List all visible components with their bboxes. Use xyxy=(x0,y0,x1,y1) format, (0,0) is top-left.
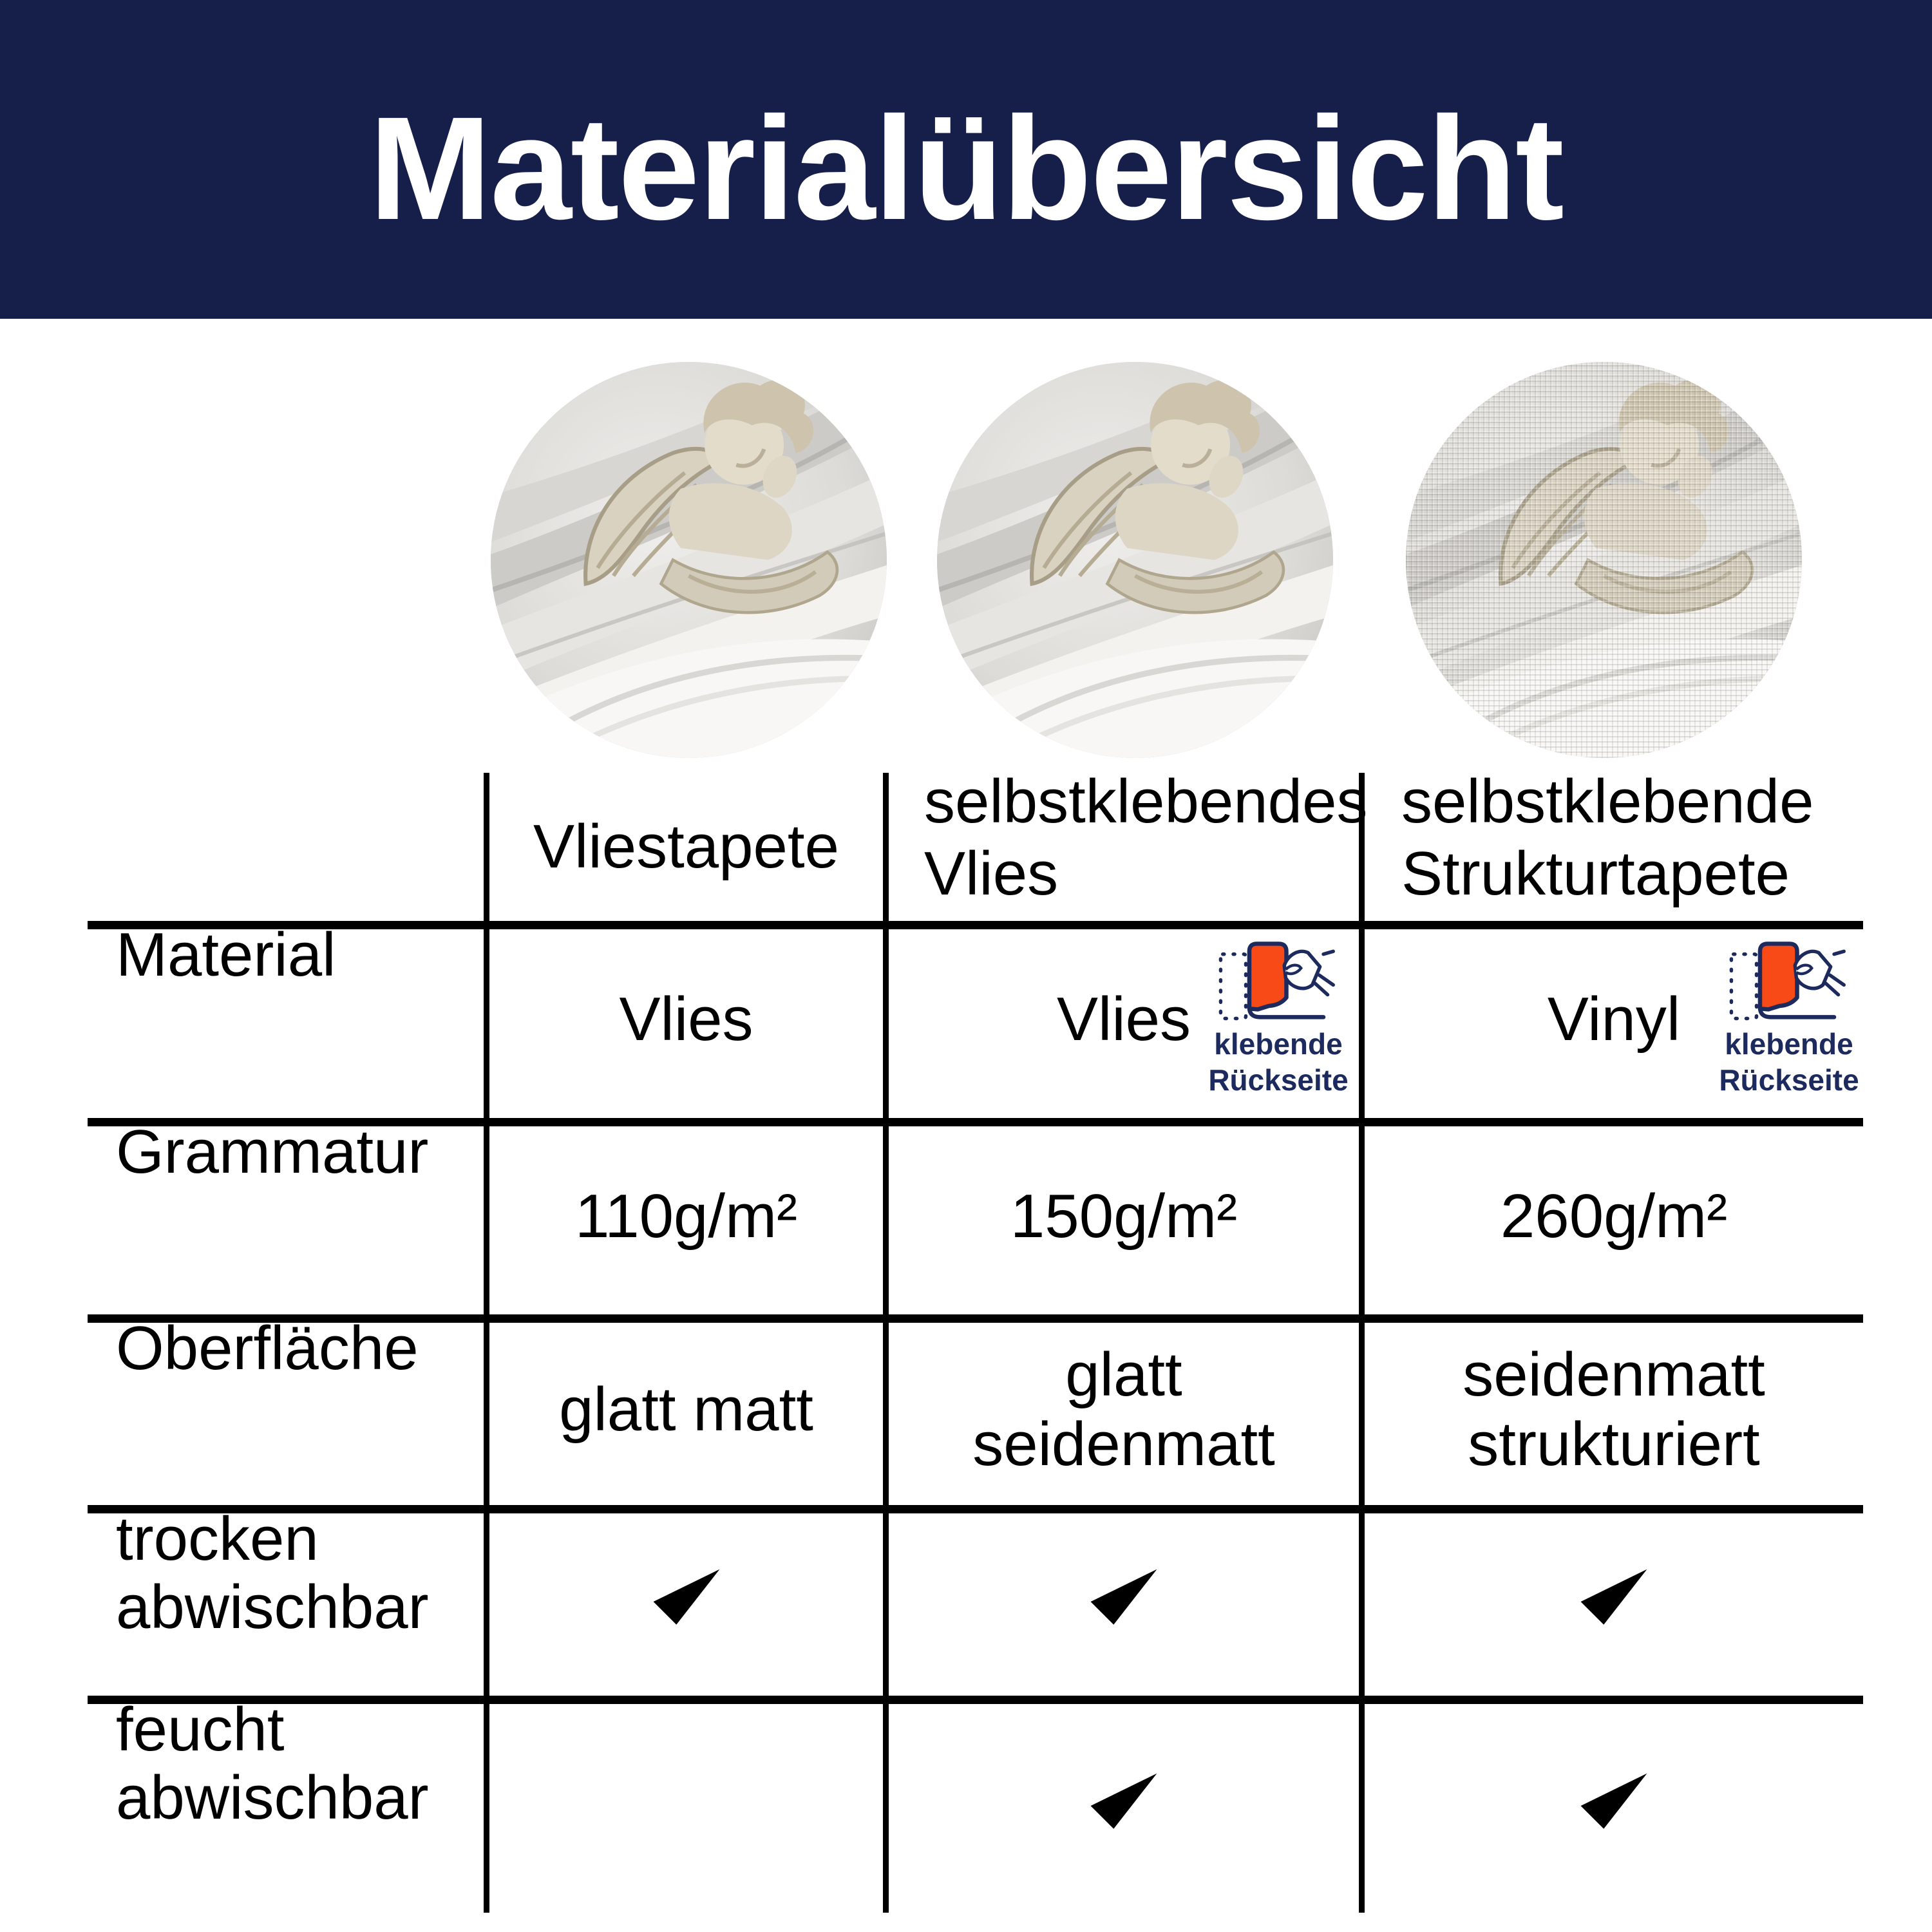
caption-line1: klebende xyxy=(1214,1027,1343,1061)
material-text: Vlies xyxy=(1056,985,1191,1054)
trocken-check-col2 xyxy=(889,1505,1359,1696)
material-value-col1 xyxy=(489,921,883,1118)
column-header-strukturtapete xyxy=(1401,764,1861,912)
row-label-text-line1: feucht xyxy=(116,1695,285,1764)
product-photo-vliestapete xyxy=(491,362,887,758)
column-header-text-line2: Strukturtapete xyxy=(1401,839,1790,908)
column-header-text-line1: selbstklebendes xyxy=(924,767,1368,836)
row-label-text-line1: trocken xyxy=(116,1504,319,1573)
feucht-check-col2 xyxy=(889,1696,1359,1913)
material-text: Vinyl xyxy=(1547,985,1681,1054)
oberflaeche-value-col1 xyxy=(489,1314,883,1505)
adhesive-backing-badge-col2 xyxy=(1208,942,1349,1098)
grammatur-value-col2 xyxy=(889,1118,1359,1314)
oberflaeche-text-line2: strukturiert xyxy=(1468,1410,1760,1479)
checkmark-icon xyxy=(1569,1560,1659,1641)
row-label-text-line2: abwischbar xyxy=(116,1573,429,1642)
angel-sculpture-image xyxy=(937,362,1333,758)
angel-sculpture-image xyxy=(491,362,887,758)
oberflaeche-text: glatt matt xyxy=(559,1375,813,1444)
row-label-grammatur xyxy=(116,1118,477,1314)
checkmark-icon xyxy=(1569,1764,1659,1845)
row-label-text: Oberfläche xyxy=(116,1314,419,1383)
oberflaeche-value-col3 xyxy=(1365,1314,1863,1505)
table-grid-line-vertical-1 xyxy=(484,773,489,1913)
product-photo-selbstklebendes-vlies xyxy=(937,362,1333,758)
row-label-text: Grammatur xyxy=(116,1117,429,1186)
product-photo-strukturtapete xyxy=(1406,362,1802,758)
title-banner xyxy=(0,0,1932,319)
caption-line2: Rückseite xyxy=(1719,1063,1859,1097)
oberflaeche-text-line1: glatt xyxy=(1065,1340,1182,1409)
adhesive-backing-caption xyxy=(1719,1026,1859,1098)
column-header-text-line2: Vlies xyxy=(924,839,1059,908)
row-label-material xyxy=(116,921,477,1118)
column-header-vliestapete xyxy=(489,773,883,921)
adhesive-backing-icon xyxy=(1217,942,1340,1022)
material-text: Vlies xyxy=(619,985,753,1054)
feucht-check-col3 xyxy=(1365,1696,1863,1913)
checkmark-icon xyxy=(1079,1764,1169,1845)
column-header-selbstklebendes-vlies xyxy=(924,764,1368,912)
grammatur-text: 260g/m² xyxy=(1500,1181,1728,1251)
page-title: Materialübersicht xyxy=(369,87,1563,251)
caption-line2: Rückseite xyxy=(1208,1063,1349,1097)
row-label-text-line2: abwischbar xyxy=(116,1763,429,1832)
grammatur-text: 110g/m² xyxy=(574,1181,798,1251)
table-grid-line-vertical-2 xyxy=(883,773,889,1913)
trocken-check-col3 xyxy=(1365,1505,1863,1696)
canvas-texture-overlay xyxy=(1406,362,1802,758)
table-grid-line-vertical-3 xyxy=(1359,773,1365,1913)
oberflaeche-text-line2: seidenmatt xyxy=(972,1410,1275,1479)
checkmark-icon xyxy=(641,1560,732,1641)
adhesive-backing-caption xyxy=(1208,1026,1348,1098)
grammatur-value-col3 xyxy=(1365,1118,1863,1314)
column-header-text: Vliestapete xyxy=(533,812,839,881)
column-header-text-line1: selbstklebende xyxy=(1401,767,1814,836)
row-label-feucht-abwischbar xyxy=(116,1696,477,1913)
oberflaeche-text-line1: seidenmatt xyxy=(1463,1340,1765,1409)
row-label-trocken-abwischbar xyxy=(116,1505,477,1696)
adhesive-backing-icon xyxy=(1728,942,1850,1022)
row-label-text: Material xyxy=(116,920,336,989)
checkmark-icon xyxy=(1079,1560,1169,1641)
grammatur-value-col1 xyxy=(489,1118,883,1314)
grammatur-text: 150g/m² xyxy=(1010,1181,1238,1251)
trocken-check-col1 xyxy=(489,1505,883,1696)
adhesive-backing-badge-col3 xyxy=(1721,942,1857,1098)
row-label-oberflaeche xyxy=(116,1314,477,1505)
oberflaeche-value-col2 xyxy=(889,1314,1359,1505)
caption-line1: klebende xyxy=(1725,1027,1853,1061)
